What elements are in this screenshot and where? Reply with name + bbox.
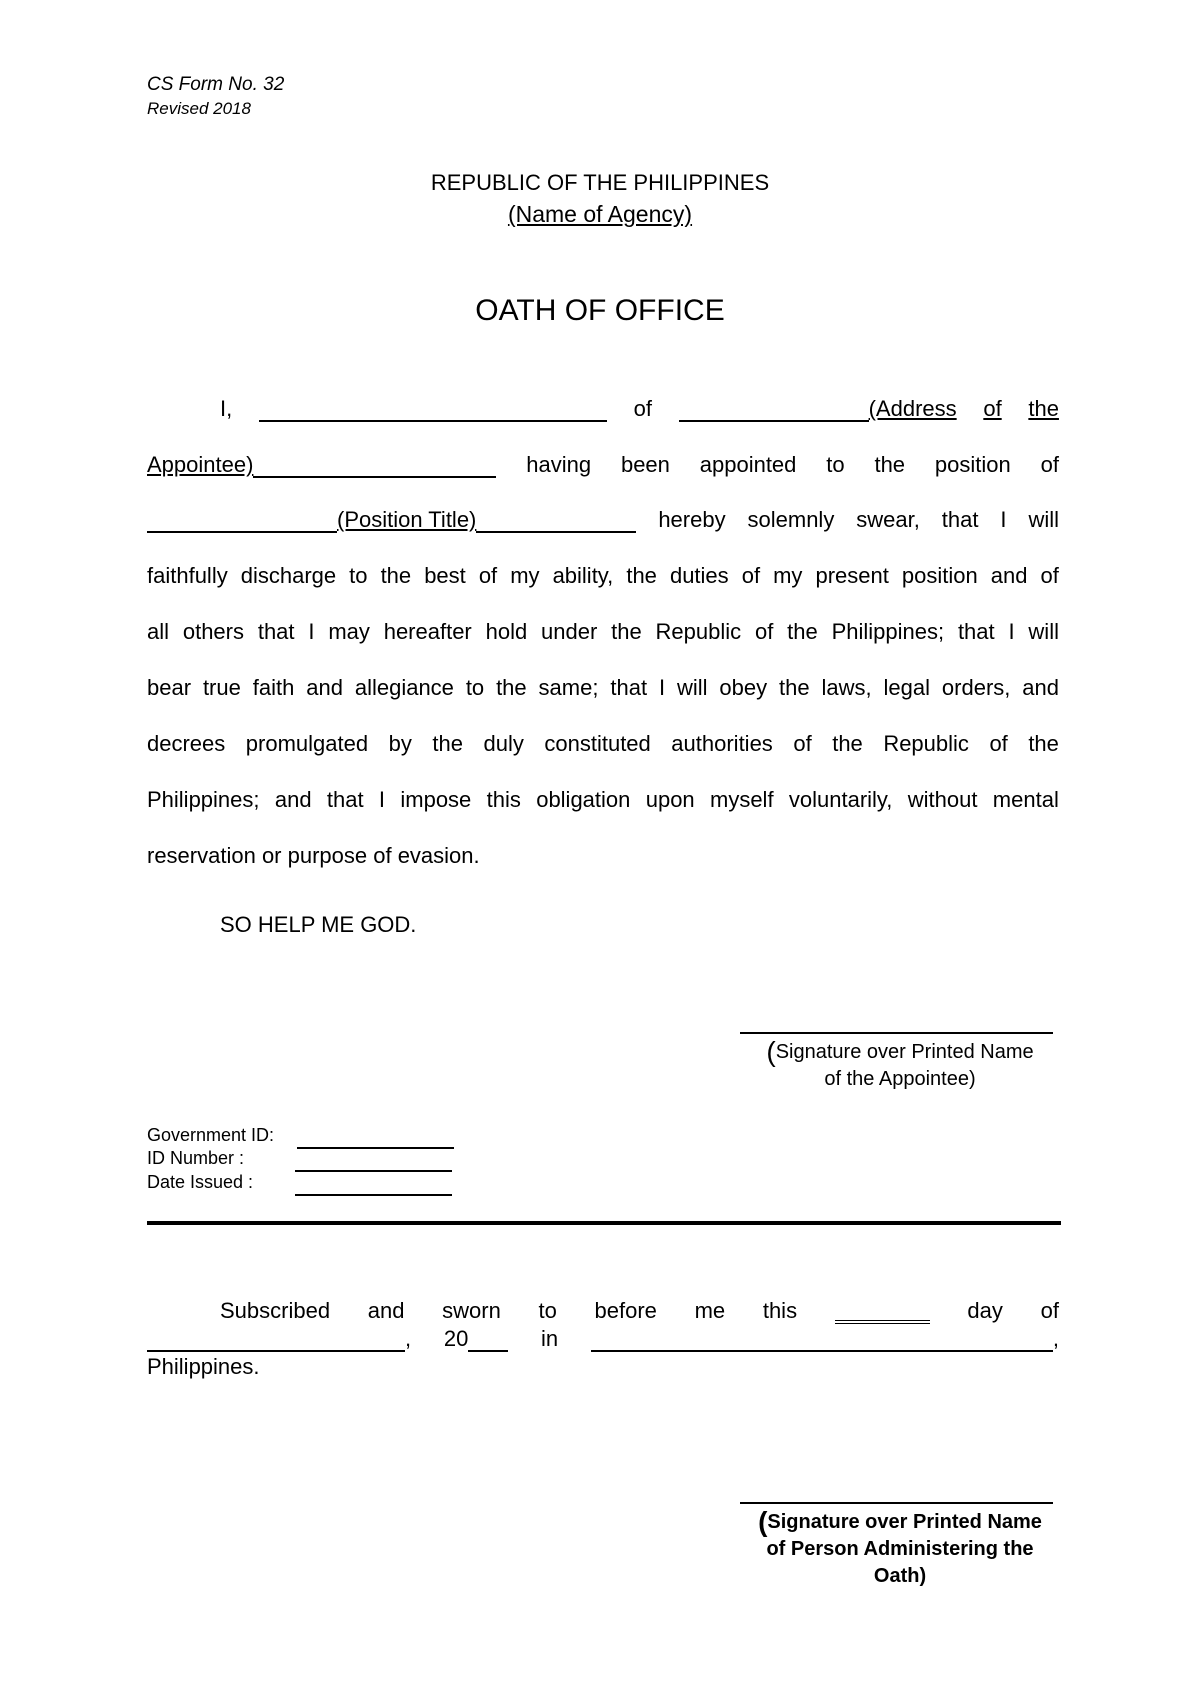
section-divider [147,1221,1061,1225]
word: to [465,675,485,700]
so-help-me-god [147,906,1059,938]
word: ability, [552,563,614,588]
word: voluntarily, [788,787,893,812]
word: bear [147,675,192,700]
word: present [815,563,889,588]
word: that [257,619,295,644]
paren: ( [758,1506,768,1537]
word: my [510,563,540,588]
word: true [202,675,241,700]
word: Philippines; [147,787,260,812]
word: obey [719,675,768,700]
oath-line-3 [147,501,1059,533]
form-number: CS Form No. 32 [147,74,285,95]
word: position [901,563,978,588]
republic-heading: REPUBLIC OF THE PHILIPPINES [430,170,770,195]
word: this [486,787,521,812]
administrator-signature-caption [735,1508,1065,1590]
word: orders, [941,675,1011,700]
word-day: day [967,1298,1003,1323]
word: of [478,563,498,588]
word-i: I, [220,396,233,421]
word: under [541,619,598,644]
oath-line-1 [147,390,1059,422]
word: that [941,507,979,532]
address-blank-2 [253,452,496,478]
word: that [326,787,364,812]
oath-line-2 [147,446,1059,478]
word: of [754,619,774,644]
word: faithfully [147,563,228,588]
word: position [934,452,1011,477]
word: the [832,731,863,756]
word: myself [710,787,774,812]
word-of: of [1040,1298,1059,1323]
subscription-line-3: Philippines. [147,1354,260,1379]
address-blank [679,396,869,422]
caption-line-3: Oath) [873,1565,927,1587]
word: my [773,563,803,588]
word: the [874,452,906,477]
word: will [1028,507,1059,532]
word: duly [483,731,524,756]
caption-line-1: Signature over Printed Name [775,1041,1034,1063]
word-the: the [1028,396,1059,421]
word: me [694,1298,726,1323]
word: hold [485,619,528,644]
word: sworn [442,1298,501,1323]
word: Republic [883,731,969,756]
word: may [328,619,370,644]
word: appointed [699,452,797,477]
appointee-name-blank [259,396,607,422]
word: Subscribed [220,1298,331,1323]
word: of [1040,452,1059,477]
administrator-signature-line [740,1502,1053,1504]
appointee-label: Appointee) [147,452,254,477]
word: and [274,787,312,812]
word: all [147,619,170,644]
word: Republic [655,619,742,644]
word: this [762,1298,798,1323]
word: promulgated [245,731,369,756]
word: the [779,675,810,700]
position-blank-right [476,507,636,533]
comma: , [405,1326,412,1351]
word: and [367,1298,405,1323]
word: authorities [671,731,773,756]
word: laws, [821,675,872,700]
position-blank-left [147,507,337,533]
word: without [907,787,978,812]
word: been [620,452,670,477]
oath-line-8 [147,781,1059,813]
word: of [741,563,761,588]
word: to [826,452,845,477]
agency-name: (Name of Agency) [507,201,693,227]
word: that [957,619,995,644]
word: discharge [240,563,337,588]
word: duties [669,563,729,588]
word: that [610,675,648,700]
word: of [989,731,1008,756]
word: having [526,452,592,477]
word: the [1028,731,1059,756]
oath-line-4 [147,557,1059,589]
word: I [378,787,386,812]
word: the [787,619,818,644]
word: will [676,675,708,700]
word: hereafter [383,619,472,644]
word: the [626,563,657,588]
government-id-blank [297,1147,454,1149]
word: hereby [658,507,726,532]
word: the [611,619,642,644]
oath-line-5 [147,613,1059,645]
word-in: in [541,1326,559,1351]
word: the [380,563,412,588]
word: obligation [536,787,631,812]
word: faith [252,675,295,700]
word: I [1000,507,1007,532]
word: Philippines; [831,619,945,644]
appointee-signature-caption [735,1038,1065,1093]
word: constituted [544,731,651,756]
word: allegiance [354,675,454,700]
comma-2: , [1052,1326,1059,1351]
word: swear, [856,507,920,532]
word: mental [992,787,1059,812]
paren: ( [766,1036,776,1067]
word: of [793,731,812,756]
caption-line-1: Signature over Printed Name [767,1511,1042,1533]
word: and [990,563,1028,588]
word: before [594,1298,657,1323]
word: best [424,563,466,588]
page-title: OATH OF OFFICE [475,294,725,327]
word-of-2: of [983,396,1002,421]
oath-line-7 [147,725,1059,757]
word: the [496,675,527,700]
id-number-blank [295,1170,452,1172]
word: and [1022,675,1059,700]
word: I [1008,619,1015,644]
word-of: of [633,396,652,421]
date-issued-blank [295,1194,452,1196]
caption-line-2: of Person Administering the [766,1538,1034,1560]
so-help-me-god-text: SO HELP ME GOD. [220,912,417,937]
word: same; [538,675,599,700]
date-issued-label: Date Issued : [147,1172,254,1192]
word: upon [645,787,695,812]
form-revision: Revised 2018 [147,99,251,118]
word: I [658,675,666,700]
word: of [1040,563,1059,588]
caption-line-2: of the Appointee) [824,1068,976,1090]
oath-line-6 [147,669,1059,701]
word: will [1028,619,1059,644]
government-id-label: Government ID: [147,1125,275,1145]
word: I [308,619,315,644]
word: to [538,1298,557,1323]
oath-line-9: reservation or purpose of evasion. [147,843,480,868]
id-number-label: ID Number : [147,1148,245,1168]
word: and [306,675,343,700]
word: decrees [147,731,226,756]
word: solemnly [747,507,835,532]
year-prefix: 20 [443,1326,469,1351]
word: the [432,731,463,756]
appointee-signature-line [740,1032,1053,1034]
word: impose [400,787,472,812]
word: others [182,619,244,644]
position-title-label: (Position Title) [337,507,477,532]
word: to [349,563,368,588]
word: by [388,731,412,756]
word: legal [883,675,931,700]
address-label: (Address [868,396,957,421]
